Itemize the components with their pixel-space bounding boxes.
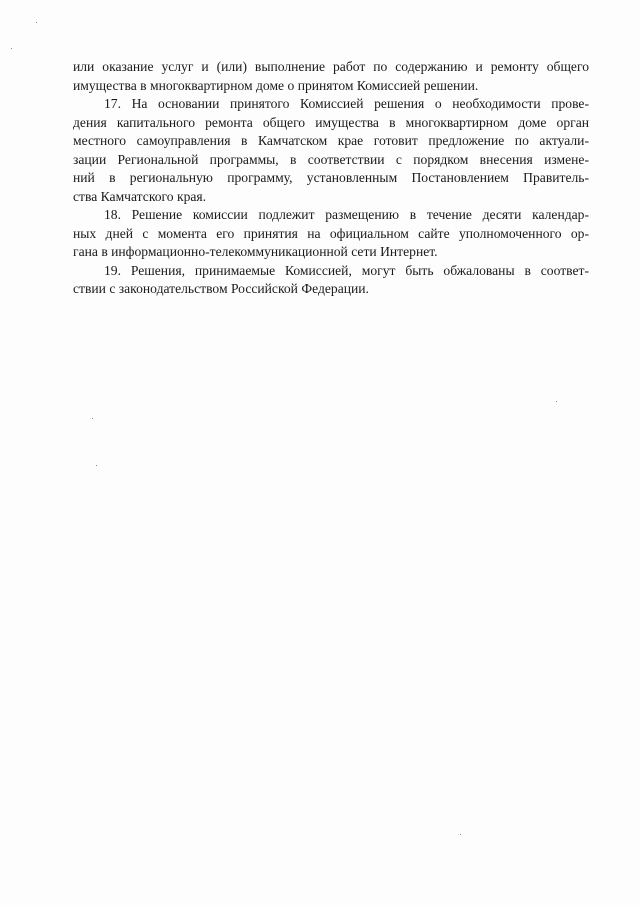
paragraph-17 — [73, 95, 589, 206]
text-line: ных дней с момента его принятия на официальном сайте уполномоченного ор- — [73, 225, 589, 241]
paragraph-18 — [73, 206, 589, 262]
text-line: местного самоуправления в Камчатском крае готовит предложение по актуали- — [73, 133, 589, 148]
document-body — [73, 58, 589, 299]
text-line: или оказание услуг и (или) выполнение работ по содержанию и ремонту общего — [73, 59, 589, 74]
text-line: дения капитального ремонта общего имущества в многоквартирном доме орган — [73, 114, 589, 130]
text-line: ствии с законодательством Российской Федерации. — [73, 281, 369, 296]
scan-speck — [36, 22, 37, 23]
text-line: зации Региональной программы, в соответствии с порядком внесения измене- — [73, 151, 589, 167]
paragraph-16-continuation — [73, 58, 589, 95]
text-line: 17. На основании принятого Комиссией решения о необходимости прове- — [104, 96, 589, 111]
scan-speck — [460, 834, 461, 835]
text-line: ний в региональную программу, установленным Постановлением Правитель- — [73, 170, 589, 185]
scan-speck — [11, 48, 12, 49]
scan-speck — [556, 401, 557, 402]
scan-speck — [92, 418, 93, 419]
text-line: ства Камчатского края. — [73, 188, 207, 204]
text-line: гана в информационно-телекоммуникационной сети Интернет. — [73, 244, 438, 259]
scan-speck — [96, 465, 97, 466]
paragraph-19 — [73, 262, 589, 299]
text-line: 19. Решения, принимаемые Комиссией, могут быть обжалованы в соответ- — [104, 262, 589, 278]
text-line: 18. Решение комиссии подлежит размещению в течение десяти календар- — [104, 207, 589, 222]
text-line: имущества в многоквартирном доме о принятом Комиссией решении. — [73, 77, 479, 93]
